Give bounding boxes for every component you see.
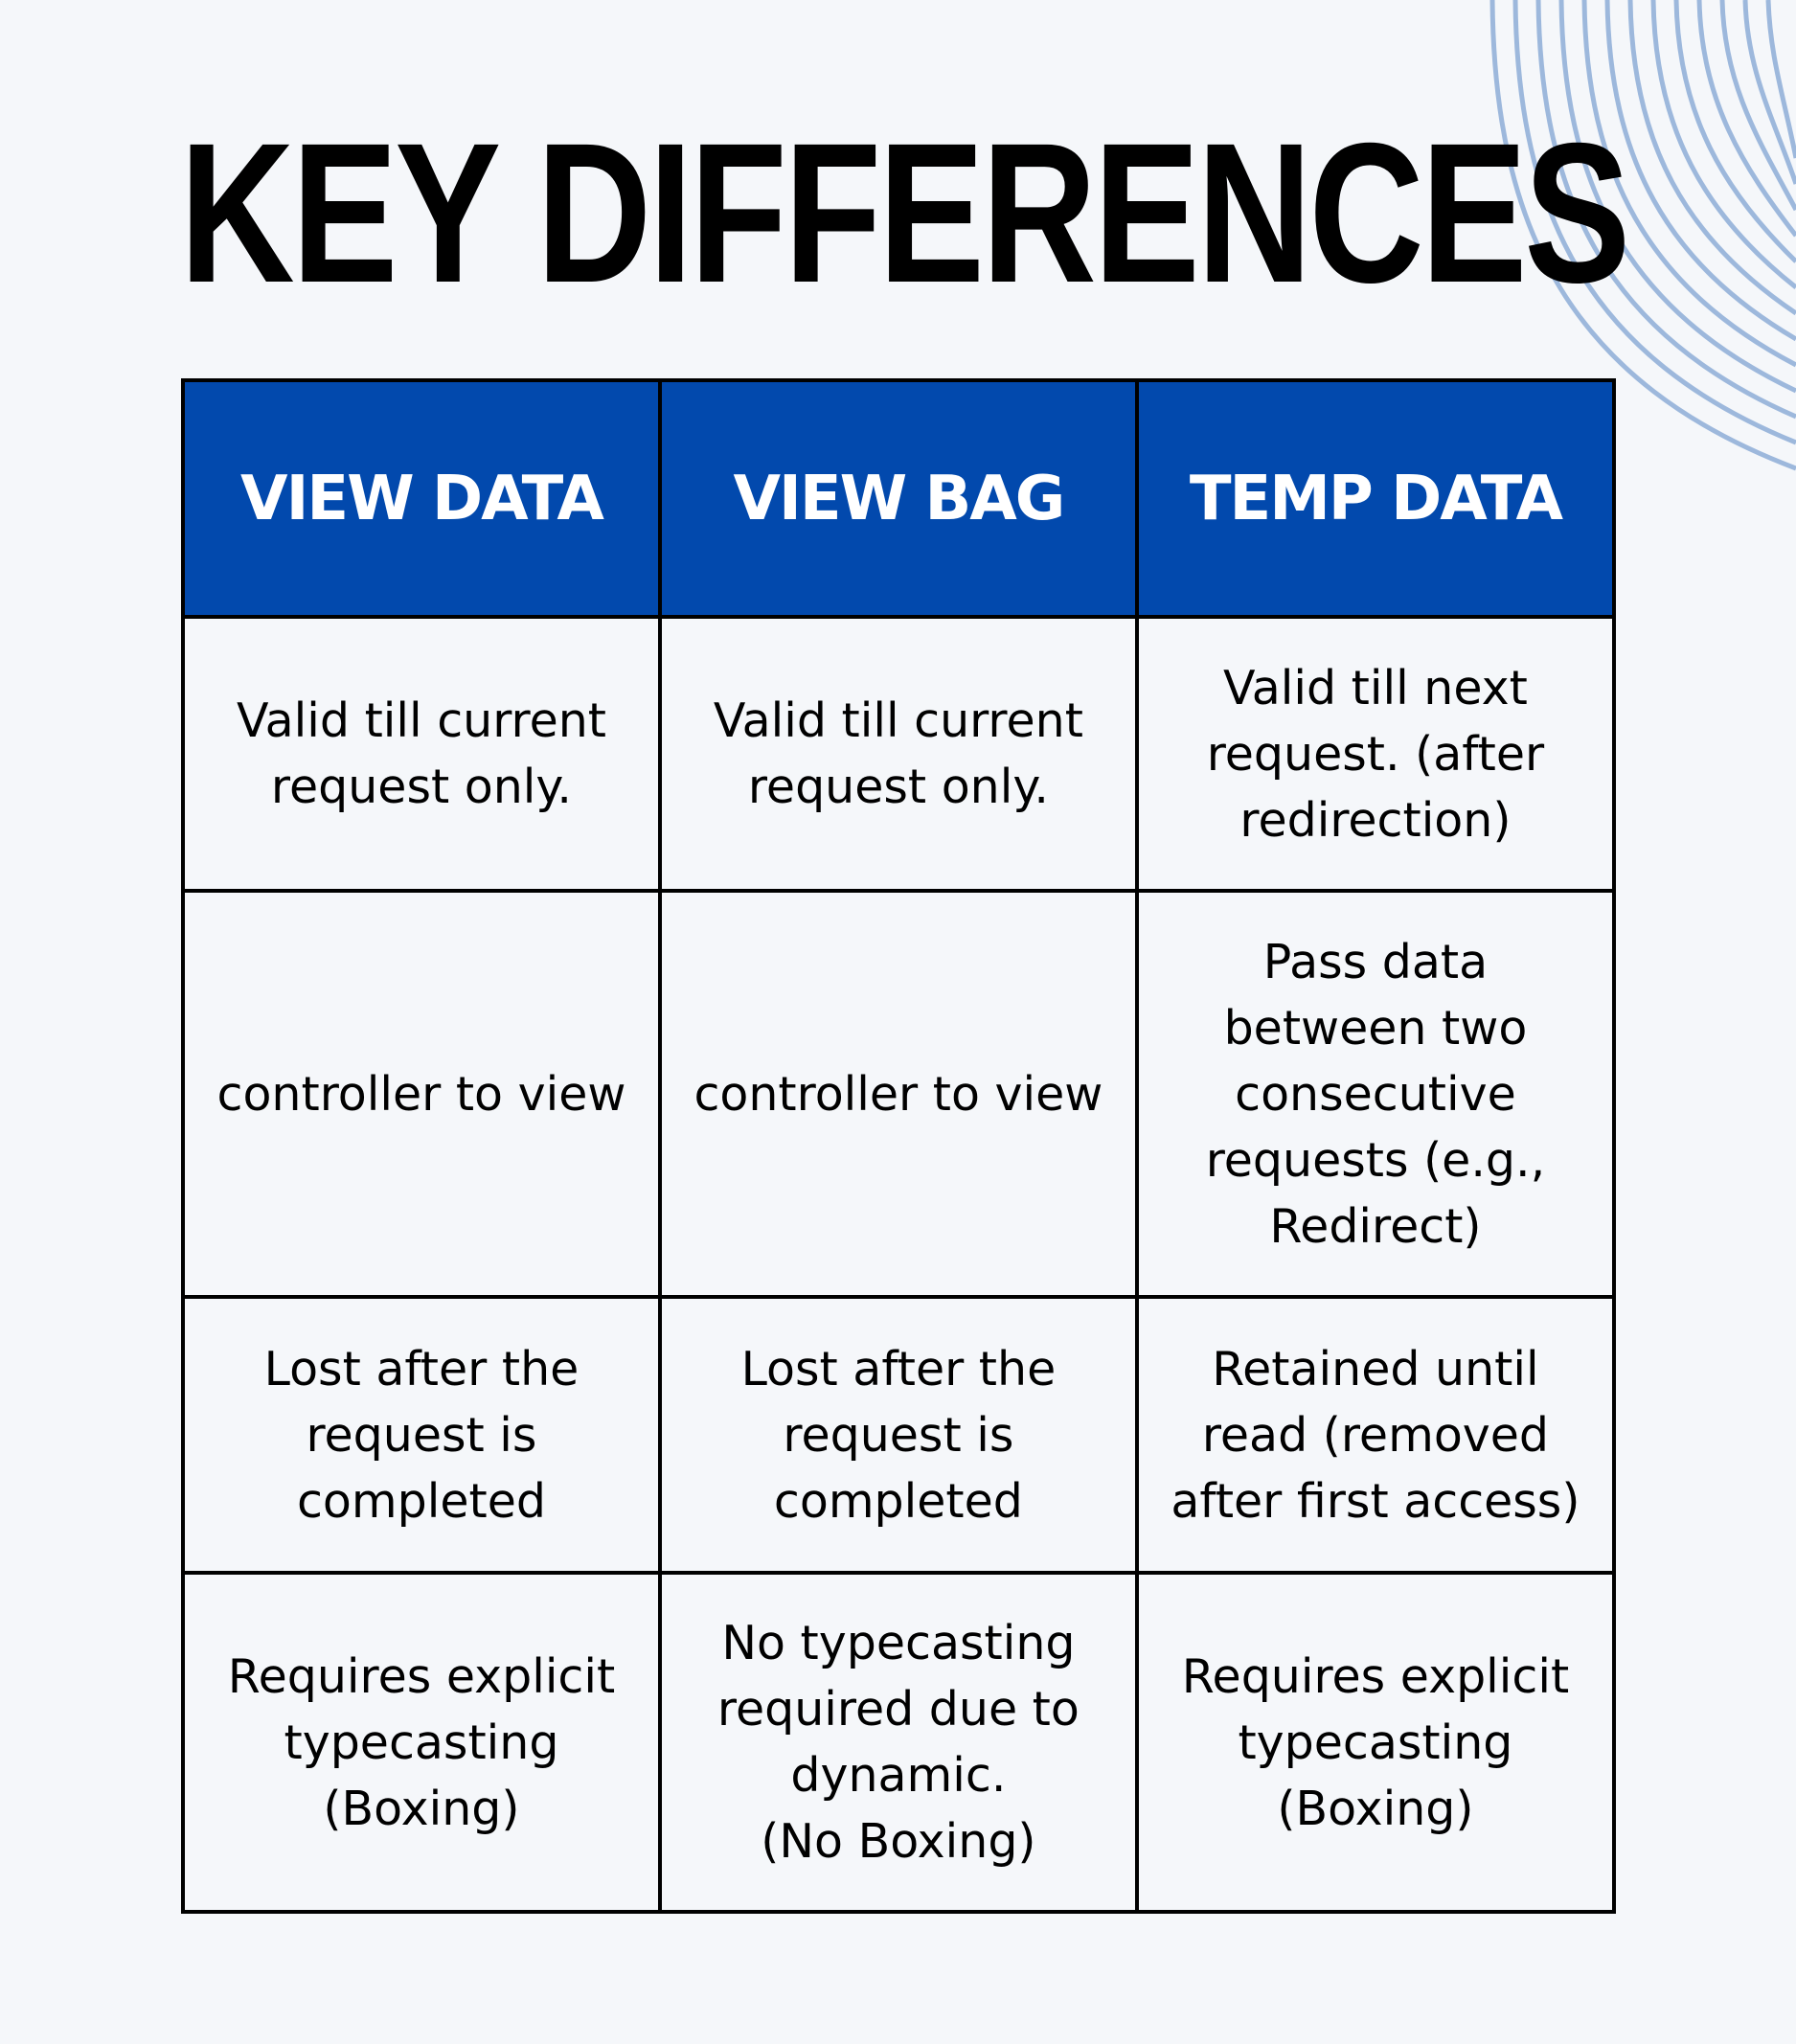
table-cell: Valid till next request. (after redirection) xyxy=(1137,617,1614,891)
table-cell: Requires explicit typecasting (Boxing) xyxy=(1137,1573,1614,1912)
table-cell: Retained until read (removed after first access) xyxy=(1137,1297,1614,1573)
table-cell: controller to view xyxy=(660,891,1137,1297)
table-cell: Lost after the request is completed xyxy=(660,1297,1137,1573)
header-row xyxy=(183,380,1614,617)
table-cell: Valid till current request only. xyxy=(660,617,1137,891)
table-row-persistence xyxy=(183,1297,1614,1573)
header-temp-data: TEMP DATA xyxy=(1137,380,1614,617)
table-cell: No typecasting required due to dynamic. (No Boxing) xyxy=(660,1573,1137,1912)
table-cell: controller to view xyxy=(183,891,660,1297)
table-row-lifetime xyxy=(183,617,1614,891)
header-view-bag: VIEW BAG xyxy=(660,380,1137,617)
table-cell: Requires explicit typecasting (Boxing) xyxy=(183,1573,660,1912)
table-row-usage xyxy=(183,891,1614,1297)
comparison-table xyxy=(181,378,1616,1914)
page-title: KEY DIFFERENCES xyxy=(179,102,1628,325)
table-cell: Valid till current request only. xyxy=(183,617,660,891)
table-cell: Lost after the request is completed xyxy=(183,1297,660,1573)
table-cell: Pass data between two consecutive requests (e.g., Redirect) xyxy=(1137,891,1614,1297)
header-view-data: VIEW DATA xyxy=(183,380,660,617)
table-row-typecasting xyxy=(183,1573,1614,1912)
